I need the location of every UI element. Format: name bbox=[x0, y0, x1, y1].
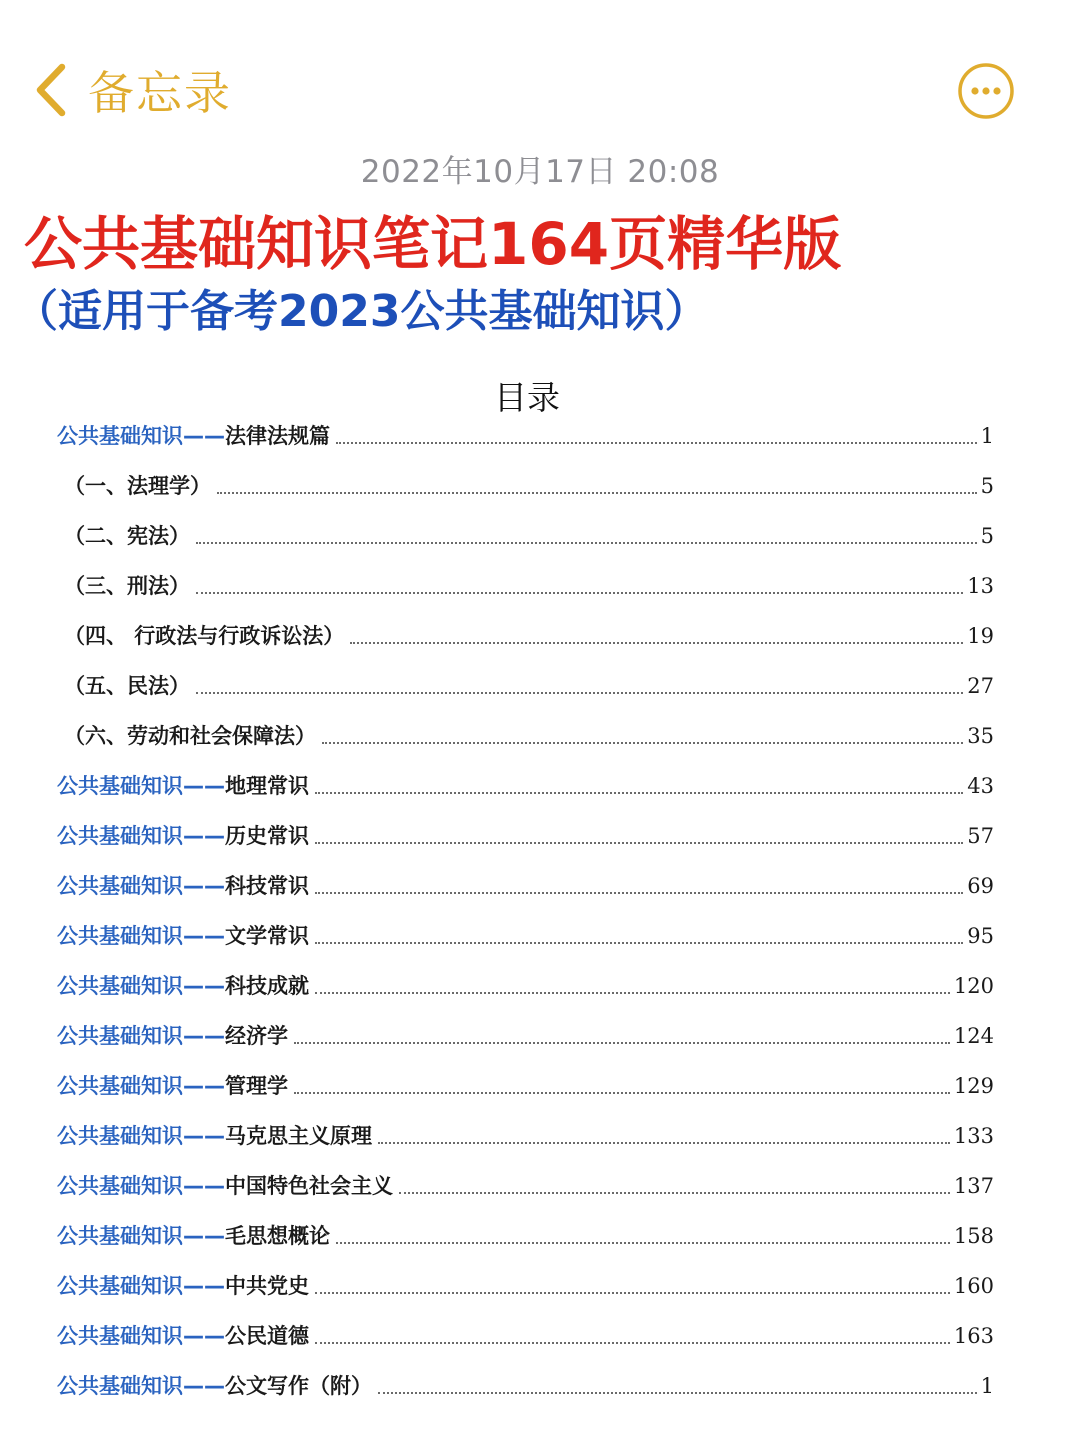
toc-page-number: 19 bbox=[967, 624, 994, 648]
toc-page-number: 120 bbox=[953, 974, 994, 998]
toc-entry[interactable] bbox=[0, 612, 1080, 662]
toc-page-number: 43 bbox=[967, 774, 994, 798]
toc-page-number: 1 bbox=[980, 1374, 994, 1398]
toc-dot-leader bbox=[196, 692, 963, 694]
toc-dot-leader bbox=[196, 592, 963, 594]
toc-dot-leader bbox=[315, 892, 963, 894]
toc-entry-label: 地理常识 bbox=[225, 774, 309, 798]
toc-page-number: 124 bbox=[953, 1024, 994, 1048]
toc-entry-prefix: 公共基础知识—— bbox=[57, 1224, 225, 1248]
toc-entry-label: （三、刑法） bbox=[64, 574, 190, 598]
toc-entry-prefix: 公共基础知识—— bbox=[57, 1074, 225, 1098]
toc-page-number: 57 bbox=[967, 824, 994, 848]
toc-entry-title bbox=[64, 520, 190, 552]
toc-entry-title bbox=[57, 1370, 372, 1402]
toc-entry-title bbox=[64, 720, 316, 752]
toc-entry-prefix: 公共基础知识—— bbox=[57, 874, 225, 898]
toc-heading: 目录 bbox=[494, 378, 560, 417]
toc-entry-title bbox=[57, 770, 309, 802]
toc-entry-label: （五、民法） bbox=[64, 674, 190, 698]
toc-entry[interactable] bbox=[0, 912, 1080, 962]
toc-entry-label: （二、宪法） bbox=[64, 524, 190, 548]
toc-entry[interactable] bbox=[0, 762, 1080, 812]
toc-entry[interactable] bbox=[0, 1362, 1080, 1412]
toc-entry-title bbox=[64, 570, 190, 602]
toc-entry-title bbox=[64, 470, 211, 502]
toc-page-number: 5 bbox=[980, 524, 994, 548]
toc-dot-leader bbox=[378, 1142, 950, 1144]
toc-dot-leader bbox=[322, 742, 963, 744]
toc-entry-prefix: 公共基础知识—— bbox=[57, 774, 225, 798]
toc-entry-label: 公民道德 bbox=[225, 1324, 309, 1348]
chevron-left-icon bbox=[32, 62, 68, 118]
toc-entry[interactable] bbox=[0, 662, 1080, 712]
toc-entry[interactable] bbox=[0, 1212, 1080, 1262]
toc-entry[interactable] bbox=[0, 1062, 1080, 1112]
toc-entry-prefix: 公共基础知识—— bbox=[57, 1274, 225, 1298]
toc-dot-leader bbox=[315, 992, 950, 994]
toc-dot-leader bbox=[336, 1242, 950, 1244]
toc-entry-prefix: 公共基础知识—— bbox=[57, 974, 225, 998]
toc-entry-label: 科技常识 bbox=[225, 874, 309, 898]
toc-dot-leader bbox=[315, 842, 963, 844]
navigation-bar bbox=[0, 0, 1080, 150]
toc-entry-label: 管理学 bbox=[225, 1074, 288, 1098]
note-timestamp: 2022年10月17日 20:08 bbox=[360, 154, 720, 190]
toc-entry-label: 法律法规篇 bbox=[225, 424, 330, 448]
toc-entry-title bbox=[64, 670, 190, 702]
toc-dot-leader bbox=[315, 792, 963, 794]
back-button[interactable] bbox=[32, 58, 232, 122]
toc-entry-title bbox=[57, 420, 330, 452]
toc-entry-label: 历史常识 bbox=[225, 824, 309, 848]
toc-entry-label: 经济学 bbox=[225, 1024, 288, 1048]
toc-entry-title bbox=[57, 970, 309, 1002]
toc-page-number: 1 bbox=[980, 424, 994, 448]
toc-entry-title bbox=[57, 1320, 309, 1352]
toc-entry[interactable] bbox=[0, 962, 1080, 1012]
toc-entry-title bbox=[57, 820, 309, 852]
toc-entry-prefix: 公共基础知识—— bbox=[57, 1124, 225, 1148]
toc-entry[interactable] bbox=[0, 512, 1080, 562]
toc-entry[interactable] bbox=[0, 1162, 1080, 1212]
note-subtitle: （适用于备考2023公共基础知识） bbox=[14, 286, 709, 337]
toc-entry-title bbox=[57, 920, 309, 952]
toc-page-number: 69 bbox=[967, 874, 994, 898]
toc-dot-leader bbox=[315, 1292, 950, 1294]
toc-entry-label: 中共党史 bbox=[225, 1274, 309, 1298]
toc-page-number: 27 bbox=[967, 674, 994, 698]
toc-entry-prefix: 公共基础知识—— bbox=[57, 824, 225, 848]
toc-entry[interactable] bbox=[0, 562, 1080, 612]
toc-entry-prefix: 公共基础知识—— bbox=[57, 1174, 225, 1198]
toc-dot-leader bbox=[294, 1042, 950, 1044]
toc-entry-label: 马克思主义原理 bbox=[225, 1124, 372, 1148]
toc-entry[interactable] bbox=[0, 862, 1080, 912]
toc-entry-title bbox=[64, 620, 344, 652]
toc-page-number: 35 bbox=[967, 724, 994, 748]
toc-entry-title bbox=[57, 1170, 393, 1202]
toc-dot-leader bbox=[378, 1392, 977, 1394]
toc-dot-leader bbox=[350, 642, 963, 644]
ellipsis-circle-icon bbox=[957, 62, 1015, 120]
toc-dot-leader bbox=[294, 1092, 950, 1094]
toc-entry-label: （六、劳动和社会保障法） bbox=[64, 724, 316, 748]
toc-entry-prefix: 公共基础知识—— bbox=[57, 1324, 225, 1348]
toc-entry[interactable] bbox=[0, 1112, 1080, 1162]
toc-entry-prefix: 公共基础知识—— bbox=[57, 1024, 225, 1048]
toc-page-number: 137 bbox=[953, 1174, 994, 1198]
toc-entry[interactable] bbox=[0, 812, 1080, 862]
toc-page-number: 158 bbox=[953, 1224, 994, 1248]
toc-entry-label: 毛思想概论 bbox=[225, 1224, 330, 1248]
toc-page-number: 133 bbox=[953, 1124, 994, 1148]
toc-page-number: 5 bbox=[980, 474, 994, 498]
toc-entry-label: 文学常识 bbox=[225, 924, 309, 948]
toc-entry-title bbox=[57, 1120, 372, 1152]
toc-page-number: 13 bbox=[967, 574, 994, 598]
toc-entry[interactable] bbox=[0, 1262, 1080, 1312]
toc-entry-title bbox=[57, 1270, 309, 1302]
toc-entry-title bbox=[57, 1020, 288, 1052]
toc-entry-label: 中国特色社会主义 bbox=[225, 1174, 393, 1198]
toc-page-number: 95 bbox=[967, 924, 994, 948]
toc-entry[interactable] bbox=[0, 412, 1080, 462]
back-label: 备忘录 bbox=[88, 66, 232, 120]
note-title: 公共基础知识笔记164页精华版 bbox=[24, 210, 842, 278]
toc-dot-leader bbox=[399, 1192, 950, 1194]
toc-dot-leader bbox=[217, 492, 977, 494]
toc-entry-label: 科技成就 bbox=[225, 974, 309, 998]
more-options-button[interactable] bbox=[957, 62, 1015, 120]
toc-page-number: 129 bbox=[953, 1074, 994, 1098]
toc-entry[interactable] bbox=[0, 1312, 1080, 1362]
toc-page-number: 160 bbox=[953, 1274, 994, 1298]
toc-entry-prefix: 公共基础知识—— bbox=[57, 1374, 225, 1398]
toc-entry-label: （一、法理学） bbox=[64, 474, 211, 498]
toc-entry[interactable] bbox=[0, 462, 1080, 512]
toc-entry[interactable] bbox=[0, 712, 1080, 762]
toc-dot-leader bbox=[196, 542, 977, 544]
toc-entry-label: 公文写作（附） bbox=[225, 1374, 372, 1398]
toc-dot-leader bbox=[315, 1342, 950, 1344]
toc-dot-leader bbox=[315, 942, 963, 944]
toc-entry-label: （四、 行政法与行政诉讼法） bbox=[64, 624, 345, 648]
toc-entry-title bbox=[57, 1220, 330, 1252]
toc-entry-prefix: 公共基础知识—— bbox=[57, 424, 225, 448]
toc-entry-title bbox=[57, 1070, 288, 1102]
toc-entry-prefix: 公共基础知识—— bbox=[57, 924, 225, 948]
toc-dot-leader bbox=[336, 442, 977, 444]
toc-page-number: 163 bbox=[953, 1324, 994, 1348]
toc-entry-title bbox=[57, 870, 309, 902]
toc-entry[interactable] bbox=[0, 1012, 1080, 1062]
